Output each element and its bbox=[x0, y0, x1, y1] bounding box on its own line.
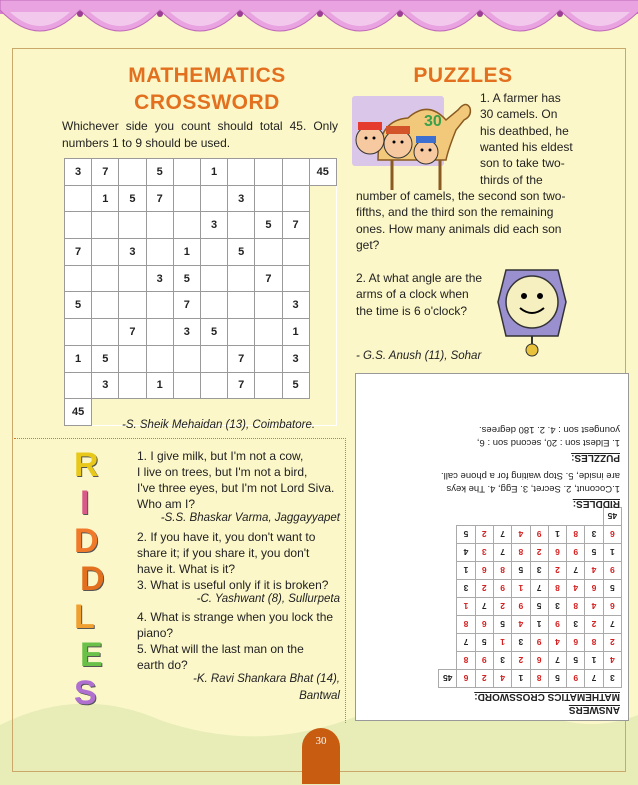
answers-upside-down bbox=[356, 374, 628, 720]
riddles-letter: D bbox=[74, 522, 99, 560]
crossword-cell bbox=[146, 345, 173, 372]
crossword-cell: 45 bbox=[309, 159, 336, 186]
crossword-cell bbox=[146, 319, 173, 346]
answer-cell: 7 bbox=[548, 652, 566, 670]
crossword-cell bbox=[200, 292, 227, 319]
crossword-cell bbox=[309, 265, 336, 292]
answer-cell bbox=[493, 508, 511, 526]
crossword-cell bbox=[228, 159, 255, 186]
answer-cell: 7 bbox=[585, 670, 603, 688]
riddle-line: piano? bbox=[137, 626, 174, 641]
answer-cell: 5 bbox=[603, 580, 621, 598]
crossword-cell bbox=[282, 239, 309, 266]
crossword-cell: 7 bbox=[282, 212, 309, 239]
answer-cell: 5 bbox=[530, 598, 548, 616]
answer-cell: 45 bbox=[439, 670, 457, 688]
crossword-cell bbox=[228, 319, 255, 346]
riddle-line: earth do? bbox=[137, 658, 188, 673]
crossword-cell bbox=[119, 212, 146, 239]
answer-cell: 4 bbox=[493, 670, 511, 688]
riddle-line: share it; if you share it, you don't bbox=[137, 545, 310, 560]
riddle-line: Who am I? bbox=[137, 497, 196, 512]
answer-cell: 3 bbox=[475, 544, 493, 562]
crossword-cell bbox=[92, 239, 119, 266]
answer-cell: 4 bbox=[512, 616, 530, 634]
crossword-cell: 7 bbox=[228, 372, 255, 399]
answer-cell: 6 bbox=[475, 616, 493, 634]
section-divider-vertical bbox=[345, 438, 346, 723]
answer-cell: 3 bbox=[567, 616, 585, 634]
crossword-cell bbox=[92, 399, 119, 426]
answers-box bbox=[355, 373, 629, 721]
answers-heading: ANSWERS bbox=[568, 704, 620, 715]
riddle-credit: -K. Ravi Shankara Bhat (14), bbox=[192, 673, 340, 686]
answer-cell bbox=[439, 652, 457, 670]
crossword-cell: 5 bbox=[173, 265, 200, 292]
crossword-grid bbox=[64, 158, 337, 426]
answer-cell: 8 bbox=[567, 526, 585, 544]
crossword-cell bbox=[255, 292, 282, 319]
answer-cell: 1 bbox=[603, 544, 621, 562]
answer-cell: 8 bbox=[530, 670, 548, 688]
answer-cell: 45 bbox=[603, 508, 621, 526]
crossword-cell: 3 bbox=[119, 239, 146, 266]
riddles-letter: L bbox=[74, 598, 95, 636]
text-line: 1. A farmer has bbox=[480, 91, 561, 105]
crossword-cell: 3 bbox=[200, 212, 227, 239]
crossword-cell bbox=[146, 239, 173, 266]
crossword-cell: 7 bbox=[255, 265, 282, 292]
crossword-cell bbox=[146, 292, 173, 319]
crossword-cell bbox=[200, 345, 227, 372]
crossword-cell: 1 bbox=[65, 345, 92, 372]
answer-cell: 3 bbox=[457, 580, 475, 598]
crossword-cell bbox=[119, 345, 146, 372]
answer-cell: 1 bbox=[457, 598, 475, 616]
crossword-cell bbox=[200, 185, 227, 212]
answer-cell: 9 bbox=[530, 634, 548, 652]
answer-cell: 3 bbox=[512, 634, 530, 652]
crossword-cell bbox=[309, 292, 336, 319]
answer-cell: 6 bbox=[457, 670, 475, 688]
text-line: get? bbox=[356, 237, 380, 252]
crossword-cell bbox=[92, 265, 119, 292]
answer-cell: 9 bbox=[530, 526, 548, 544]
clock-illustration bbox=[496, 262, 568, 358]
answer-cell: 8 bbox=[585, 634, 603, 652]
answer-cell: 9 bbox=[567, 544, 585, 562]
crossword-cell: 7 bbox=[173, 292, 200, 319]
page-number: 30 bbox=[302, 728, 340, 784]
crossword-cell bbox=[173, 159, 200, 186]
crossword-cell bbox=[65, 185, 92, 212]
answer-cell bbox=[439, 580, 457, 598]
answer-cell: 6 bbox=[585, 580, 603, 598]
answer-cell: 4 bbox=[603, 652, 621, 670]
answer-cell bbox=[439, 544, 457, 562]
crossword-cell bbox=[309, 372, 336, 399]
crossword-cell bbox=[255, 159, 282, 186]
crossword-cell bbox=[228, 265, 255, 292]
answer-line: 1.Coconut, 2. Secret, 3. Egg, 4. The keys bbox=[446, 483, 620, 494]
answer-cell: 8 bbox=[457, 652, 475, 670]
answer-cell: 5 bbox=[585, 544, 603, 562]
answer-cell: 8 bbox=[457, 616, 475, 634]
answer-line: youngest son : 4. 2. 180 degrees. bbox=[478, 424, 620, 436]
text-line: ones. How many animals did each son bbox=[356, 221, 562, 236]
answer-cell: 2 bbox=[475, 580, 493, 598]
answer-cell: 6 bbox=[530, 652, 548, 670]
answer-cell: 1 bbox=[585, 652, 603, 670]
answer-cell: 3 bbox=[548, 598, 566, 616]
riddle-credit: -C. Yashwant (8), Sullurpeta bbox=[196, 592, 340, 605]
crossword-cell: 7 bbox=[146, 185, 173, 212]
crossword-cell bbox=[255, 239, 282, 266]
crossword-cell bbox=[282, 185, 309, 212]
answer-cell: 1 bbox=[530, 616, 548, 634]
crossword-cell: 3 bbox=[65, 159, 92, 186]
crossword-cell bbox=[228, 212, 255, 239]
answer-cell: 3 bbox=[530, 562, 548, 580]
riddles-letter: S bbox=[74, 674, 97, 712]
answer-cell: 1 bbox=[493, 634, 511, 652]
answer-cell: 6 bbox=[475, 562, 493, 580]
riddle-line: 1. I give milk, but I'm not a cow, bbox=[137, 449, 304, 463]
puzzles-credit: - G.S. Anush (11), Sohar bbox=[356, 350, 482, 362]
answer-cell: 9 bbox=[548, 616, 566, 634]
crossword-cell bbox=[119, 372, 146, 399]
crossword-cell bbox=[200, 239, 227, 266]
crossword-cell bbox=[92, 212, 119, 239]
crossword-instructions: Whichever side you count should total 45. Only numbers 1 to 9 should be used. bbox=[62, 119, 338, 150]
crossword-cell: 45 bbox=[65, 399, 92, 426]
crossword-cell: 5 bbox=[228, 239, 255, 266]
crossword-cell: 1 bbox=[173, 239, 200, 266]
crossword-cell bbox=[309, 212, 336, 239]
crossword-cell bbox=[255, 345, 282, 372]
crossword-cell: 1 bbox=[146, 372, 173, 399]
answer-cell bbox=[475, 508, 493, 526]
crossword-cell: 3 bbox=[173, 319, 200, 346]
text-line: 2. At what angle are the bbox=[356, 271, 483, 285]
camel-number: 30 bbox=[424, 113, 442, 130]
crossword-cell bbox=[119, 292, 146, 319]
riddle-line: I've three eyes, but I'm not Lord Siva. bbox=[137, 481, 335, 496]
crossword-cell bbox=[255, 185, 282, 212]
answer-cell bbox=[439, 598, 457, 616]
crossword-cell bbox=[309, 185, 336, 212]
crossword-cell: 3 bbox=[228, 185, 255, 212]
crossword-cell: 7 bbox=[92, 159, 119, 186]
crossword-cell: 5 bbox=[65, 292, 92, 319]
riddle-line: I live on trees, but I'm not a bird, bbox=[137, 465, 308, 480]
answer-cell bbox=[548, 508, 566, 526]
answer-cell: 3 bbox=[585, 526, 603, 544]
crossword-cell bbox=[92, 319, 119, 346]
answer-cell: 4 bbox=[457, 544, 475, 562]
crossword-cell bbox=[173, 212, 200, 239]
crossword-cell bbox=[65, 212, 92, 239]
answer-cell: 2 bbox=[475, 670, 493, 688]
crossword-cell bbox=[255, 372, 282, 399]
crossword-cell: 3 bbox=[92, 372, 119, 399]
answer-cell: 5 bbox=[475, 634, 493, 652]
text-line: son to take two- bbox=[480, 156, 565, 171]
answer-cell: 2 bbox=[475, 526, 493, 544]
answer-cell: 9 bbox=[493, 580, 511, 598]
answer-cell: 1 bbox=[512, 670, 530, 688]
riddle-line: 3. What is useful only if it is broken? bbox=[137, 577, 329, 592]
text-line: wanted his eldest bbox=[480, 139, 573, 154]
crossword-cell bbox=[309, 319, 336, 346]
answer-cell bbox=[512, 508, 530, 526]
answer-cell: 5 bbox=[567, 652, 585, 670]
crossword-cell: 3 bbox=[146, 265, 173, 292]
answer-cell: 1 bbox=[548, 526, 566, 544]
crossword-cell: 7 bbox=[119, 319, 146, 346]
crossword-cell: 7 bbox=[65, 239, 92, 266]
answer-cell: 6 bbox=[603, 598, 621, 616]
crossword-cell bbox=[119, 159, 146, 186]
answer-cell bbox=[439, 634, 457, 652]
crossword-cell bbox=[228, 292, 255, 319]
crossword-cell bbox=[173, 372, 200, 399]
crossword-cell: 5 bbox=[92, 345, 119, 372]
answer-cell: 3 bbox=[603, 670, 621, 688]
crossword-cell: 3 bbox=[282, 345, 309, 372]
crossword-cell bbox=[173, 185, 200, 212]
answer-cell: 7 bbox=[457, 634, 475, 652]
answer-cell: 5 bbox=[548, 670, 566, 688]
riddles-letter: E bbox=[80, 636, 103, 674]
crossword-cell bbox=[119, 265, 146, 292]
crossword-cell: 1 bbox=[200, 159, 227, 186]
answer-cell: 7 bbox=[475, 598, 493, 616]
crossword-cell bbox=[173, 345, 200, 372]
answer-cell: 4 bbox=[512, 526, 530, 544]
crossword-cell bbox=[200, 265, 227, 292]
crossword-cell bbox=[309, 239, 336, 266]
answer-cell: 1 bbox=[457, 562, 475, 580]
answer-line: are inside, 5. Stop waiting for a phone call. bbox=[440, 470, 620, 482]
answer-cell: 4 bbox=[585, 598, 603, 616]
answer-cell: 7 bbox=[603, 616, 621, 634]
answer-cell bbox=[567, 508, 585, 526]
crossword-cell: 5 bbox=[255, 212, 282, 239]
answers-puzzles-heading: PUZZLES: bbox=[571, 452, 620, 463]
answer-cell bbox=[530, 508, 548, 526]
answer-cell: 2 bbox=[493, 598, 511, 616]
answer-cell: 6 bbox=[548, 544, 566, 562]
answer-cell: 7 bbox=[493, 544, 511, 562]
crossword-cell: 5 bbox=[282, 372, 309, 399]
answer-cell bbox=[439, 562, 457, 580]
puzzles-title: PUZZLES bbox=[413, 64, 513, 87]
crossword-cell: 1 bbox=[282, 319, 309, 346]
answer-cell: 7 bbox=[530, 580, 548, 598]
riddle-line: 4. What is strange when you lock the bbox=[137, 610, 334, 624]
answer-cell: 8 bbox=[493, 562, 511, 580]
crossword-cell bbox=[200, 372, 227, 399]
answer-cell: 9 bbox=[512, 598, 530, 616]
crossword-cell bbox=[65, 265, 92, 292]
riddles-letter: I bbox=[80, 484, 90, 522]
crossword-cell bbox=[309, 345, 336, 372]
curtain-border bbox=[0, 0, 638, 58]
answers-riddles-heading: RIDDLES: bbox=[572, 498, 620, 509]
crossword-cell: 3 bbox=[282, 292, 309, 319]
answer-cell: 8 bbox=[512, 544, 530, 562]
answer-cell: 2 bbox=[603, 634, 621, 652]
crossword-cell: 5 bbox=[200, 319, 227, 346]
answer-cell bbox=[439, 508, 457, 526]
answer-cell: 4 bbox=[567, 580, 585, 598]
answer-cell: 2 bbox=[585, 616, 603, 634]
answer-cell: 2 bbox=[548, 562, 566, 580]
crossword-cell: 5 bbox=[146, 159, 173, 186]
answer-cell: 9 bbox=[567, 670, 585, 688]
riddles-letter: D bbox=[80, 560, 105, 598]
answer-cell: 2 bbox=[512, 652, 530, 670]
crossword-cell bbox=[282, 265, 309, 292]
crossword-cell: 7 bbox=[228, 345, 255, 372]
text-line: the time is 6 o'clock? bbox=[356, 303, 468, 318]
riddle-credit: -S.S. Bhaskar Varma, Jaggayyapet bbox=[160, 512, 340, 525]
riddle-line: 2. If you have it, you don't want to bbox=[137, 529, 316, 544]
riddle-line: have it. What is it? bbox=[137, 561, 236, 576]
crossword-cell bbox=[255, 319, 282, 346]
answer-cell: 4 bbox=[585, 562, 603, 580]
answer-cell: 6 bbox=[603, 526, 621, 544]
answer-cell bbox=[439, 616, 457, 634]
answer-cell: 7 bbox=[493, 526, 511, 544]
answer-cell: 1 bbox=[512, 580, 530, 598]
answer-cell: 8 bbox=[567, 598, 585, 616]
answer-cell: 5 bbox=[493, 616, 511, 634]
crossword-cell: 1 bbox=[92, 185, 119, 212]
text-line: his deathbed, he bbox=[480, 123, 569, 138]
camel-illustration bbox=[348, 90, 474, 196]
answer-cell: 7 bbox=[567, 562, 585, 580]
answers-puzzles-text bbox=[360, 423, 620, 448]
text-line: 30 camels. On bbox=[480, 107, 558, 122]
answer-cell: 9 bbox=[475, 652, 493, 670]
riddles-letter: R bbox=[74, 446, 99, 484]
text-line: arms of a clock when bbox=[356, 287, 469, 302]
answer-cell bbox=[457, 508, 475, 526]
answers-crossword-heading: MATHEMATICS CROSSWORD: bbox=[474, 691, 620, 702]
crossword-cell bbox=[65, 372, 92, 399]
answer-cell bbox=[439, 526, 457, 544]
answer-cell: 6 bbox=[567, 634, 585, 652]
answer-cell: 5 bbox=[512, 562, 530, 580]
riddle-credit-line2: Bantwal bbox=[299, 689, 340, 702]
crossword-credit: -S. Sheik Mehaidan (13), Coimbatore. bbox=[122, 419, 316, 431]
crossword-cell: 5 bbox=[119, 185, 146, 212]
answer-cell: 8 bbox=[548, 580, 566, 598]
answer-cell: 9 bbox=[603, 562, 621, 580]
answer-line: 1. Eldest son : 20, second son : 6, bbox=[476, 437, 620, 448]
text-line: number of camels, the second son two- bbox=[356, 189, 566, 203]
answer-cell: 4 bbox=[548, 634, 566, 652]
crossword-cell bbox=[65, 319, 92, 346]
text-line: fifths, and the third son the remaining bbox=[356, 205, 554, 220]
section-divider bbox=[14, 438, 344, 439]
answer-cell: 5 bbox=[457, 526, 475, 544]
crossword-cell bbox=[282, 159, 309, 186]
answers-crossword-grid bbox=[438, 507, 622, 688]
riddle-line: 5. What will the last man on the bbox=[137, 642, 304, 657]
answer-cell: 3 bbox=[493, 652, 511, 670]
answer-cell: 2 bbox=[530, 544, 548, 562]
crossword-title-line1: MATHEMATICS bbox=[128, 64, 286, 87]
text-line: thirds of the bbox=[480, 172, 543, 187]
crossword-cell bbox=[146, 212, 173, 239]
crossword-title-line2: CROSSWORD bbox=[134, 91, 280, 114]
answer-cell bbox=[585, 508, 603, 526]
answers-riddles-text bbox=[360, 469, 620, 494]
crossword-cell bbox=[92, 292, 119, 319]
